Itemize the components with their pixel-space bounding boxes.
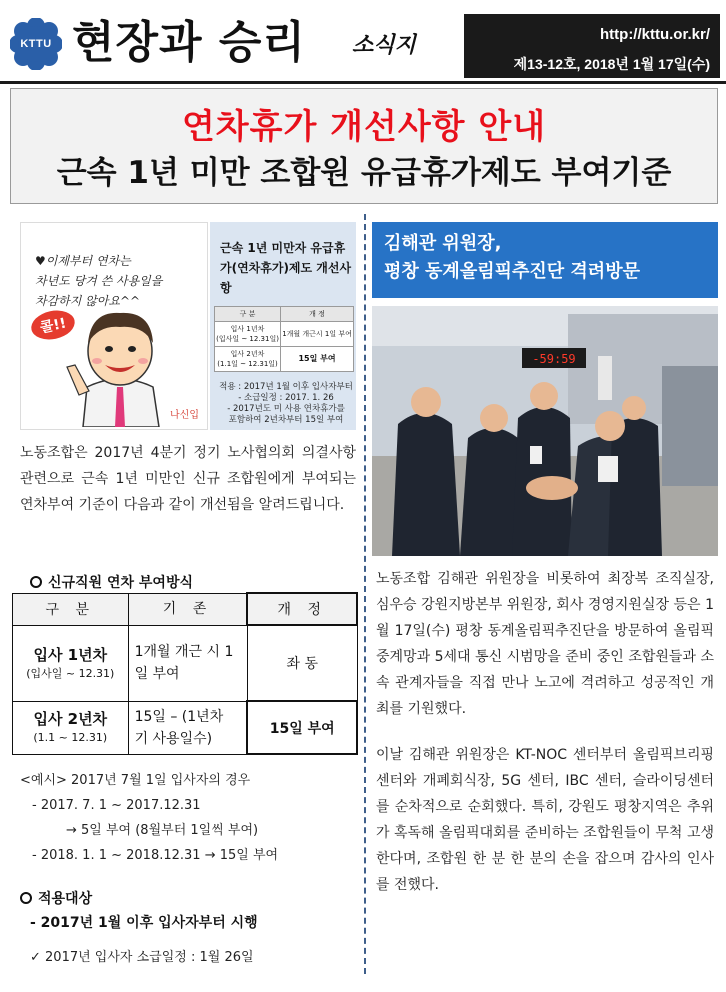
- info-card-title: 근속 1년 미만자 유급휴가(연차휴가)제도 개선사항: [220, 241, 352, 295]
- table-header: 개 정: [247, 593, 357, 625]
- masthead-title: 현장과 승리: [72, 17, 306, 68]
- news-title-box: [372, 222, 718, 298]
- circle-bullet-icon: [20, 892, 32, 904]
- masthead: [0, 0, 726, 82]
- table-cell: 15일 – (1년차 기 사용일수): [128, 701, 247, 754]
- masthead-subtitle: 소식지: [352, 33, 416, 58]
- example-line: → 5일 부여 (8월부터 1일씩 부여): [66, 823, 259, 838]
- row-label: 입사 2년차: [230, 350, 265, 358]
- table-cell: 1개월 개근시 1일 부여: [281, 322, 354, 347]
- title-band: [10, 88, 718, 204]
- row-sub-label: (입사일 ~ 12.31): [26, 666, 115, 680]
- header-divider: [0, 81, 726, 84]
- table-cell: [215, 322, 281, 347]
- news-body: [376, 566, 714, 918]
- row-label: 입사 1년차: [230, 325, 265, 333]
- note-line: - 소급일정 : 2017. 1. 26: [238, 393, 334, 403]
- note-line: - 2017년도 미 사용 연차휴가를: [227, 404, 345, 414]
- table-cell: [13, 625, 129, 701]
- logo-badge: [10, 18, 62, 70]
- example-heading: <예시> 2017년 7월 1일 입사자의 경우: [20, 773, 251, 788]
- comic-signature: 나신입: [170, 410, 199, 421]
- example-line: - 2017. 7. 1 ~ 2017.12.31: [32, 798, 201, 813]
- annual-leave-table: [12, 592, 358, 755]
- intro-paragraph: 노동조합은 2017년 4분기 정기 노사협의회 의결사항 관련으로 근속 1년 미만인 신규 조합원에게 부여되는 연차부여 기준이 다음과 같이 개선됨을 알려드립니다.: [20, 445, 356, 513]
- subheadline: 근속 1년 미만 조합원 유급휴가제도 부여기준: [56, 155, 672, 191]
- table-cell: 15일 부여: [281, 347, 354, 372]
- clock-display: -59:59: [532, 352, 576, 366]
- note-line: 적용 : 2017년 1월 이후 입사자부터: [219, 382, 353, 392]
- comic-line: 차년도 당겨 쓴 사용일을: [35, 274, 163, 288]
- column-divider: [364, 214, 366, 974]
- section-line: - 2017년 1월 이후 입사자부터 시행: [30, 915, 258, 931]
- section-heading-text: 신규직원 연차 부여방식: [48, 575, 193, 591]
- table-row: [13, 625, 358, 701]
- comic-exclaim: 콜!!: [29, 307, 78, 344]
- table-header: 구 분: [13, 593, 129, 625]
- table-row: [215, 322, 354, 347]
- row-label: 입사 2년차: [33, 710, 108, 728]
- table-cell: 좌 동: [247, 625, 357, 701]
- cartoon-character-icon: [65, 287, 175, 427]
- info-card: [210, 222, 356, 430]
- table-cell-highlight: 15일 부여: [247, 701, 357, 754]
- section-heading: [30, 572, 193, 592]
- comic-line: 차감하지 않아요^^: [35, 294, 141, 308]
- row-sub-label: (1.1 ~ 12.31): [33, 731, 108, 744]
- example-line: - 2018. 1. 1 ~ 2018.12.31 → 15일 부여: [32, 848, 279, 863]
- table-cell: 1개월 개근 시 1일 부여: [128, 625, 247, 701]
- table-cell: [13, 701, 129, 754]
- issue-box: [464, 14, 720, 78]
- row-label: 입사 1년차: [33, 645, 108, 664]
- issue-info: 제13-12호, 2018년 1월 17일(수): [513, 56, 710, 72]
- news-title-line: 평창 동계올림픽추진단 격려방문: [384, 261, 640, 282]
- info-card-note: [216, 382, 356, 426]
- news-title-line: 김해관 위원장,: [384, 233, 502, 254]
- circle-bullet-icon: [30, 576, 42, 588]
- table-header: 기 존: [128, 593, 247, 625]
- headline: 연차휴가 개선사항 안내: [181, 107, 547, 147]
- section-check-item: ✓ 2017년 입사자 소급일정 : 1월 26일: [30, 950, 254, 965]
- table-row: [13, 701, 358, 754]
- note-line: 포함하여 2년차부터 15일 부여: [228, 415, 344, 425]
- site-url[interactable]: http://kttu.or.kr/: [600, 26, 710, 43]
- info-card-table: [214, 306, 354, 372]
- comic-illustration: [20, 222, 208, 430]
- group-photo-icon: [372, 306, 718, 556]
- table-header: 개 정: [281, 307, 354, 322]
- comic-line: ♥이제부터 연차는: [35, 254, 131, 268]
- table-header-row: [215, 307, 354, 322]
- news-photo: [372, 306, 718, 556]
- table-header-row: [13, 593, 358, 625]
- table-row: [215, 347, 354, 372]
- news-paragraph: 이날 김해관 위원장은 KT-NOC 센터부터 올림픽브리핑센터와 개폐회식장, 5G 센터, IBC 센터, 슬라이딩센터를 순차적으로 순회했다. 특히, 강원도 평창지역은 추위가 혹독해 올림픽대회를 준비하는 조합원들이 무척 고생한다며, 조합원 한 분 한 분의 손을 잡으며 감사의 인사를 전했다.: [376, 747, 714, 893]
- section-heading: [20, 888, 92, 908]
- row-sub-label: (입사일 ~ 12.31일): [216, 335, 279, 343]
- section-heading-text: 적용대상: [38, 891, 93, 907]
- example-block: [20, 768, 356, 868]
- table-header: 구 분: [215, 307, 281, 322]
- table-cell: [215, 347, 281, 372]
- logo-text: KTTU: [20, 38, 52, 50]
- row-sub-label: (1.1일 ~ 12.31일): [217, 360, 278, 368]
- news-paragraph: 노동조합 김해관 위원장을 비롯하여 최장복 조직실장, 심우승 강원지방본부 위원장, 회사 경영지원실장 등은 1월 17일(수) 평창 동계올림픽추진단을 방문하여 올림픽 중계망과 5세대 통신 시범망을 준비 중인 조합원들과 소속 관계자들을 직접 만나 노고에 격려하고 성공적인 개최를 기원했다.: [376, 571, 714, 717]
